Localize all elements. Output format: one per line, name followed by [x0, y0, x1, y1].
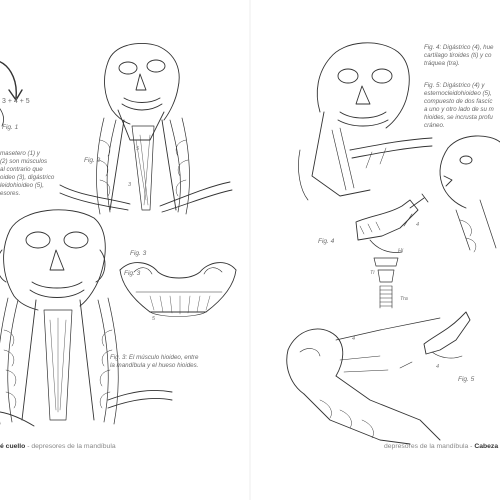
fig3-number: 5	[152, 316, 156, 322]
fig5-tilted-head-drawing	[287, 312, 470, 444]
left-footer	[0, 443, 116, 450]
right-footer-text: depresores de la mandíbula -	[384, 443, 475, 450]
right-caption-fig5: Fig. 5: Digástrico (4) y esternocleidohioideo (5), compuesto de dos fascíc a uno y otro lado de su m hioides, se incrusta profu cráneo.	[424, 82, 494, 129]
fig5-number-b: 4	[436, 364, 440, 370]
left-footer-text: - depresores de la mandíbula	[25, 443, 116, 450]
fig2-head-drawing	[60, 43, 232, 214]
left-caption-fig3: Fig. 3: El músculo hioideo, entre la mandíbula y el hueso hioides.	[110, 354, 199, 369]
fig5-profile-drawing	[440, 136, 500, 252]
right-caption-fig4: Fig. 4: Digástrico (4), hue cartílago tiroides (ti) y co tráquea (tra).	[424, 44, 494, 67]
fig4-label-tra: Tra	[400, 296, 408, 302]
fig4-label: Fig. 4	[318, 238, 335, 245]
rotation-arrow-icon	[0, 60, 22, 126]
right-footer-bold: Cabeza	[474, 443, 499, 450]
fig3-diagram-label: Fig. 3	[130, 250, 147, 257]
fig4-skull-drawing	[298, 43, 432, 200]
fig4-label-ti: Ti	[370, 270, 375, 276]
left-footer-bold: é cuello	[0, 443, 26, 450]
fig5-label: Fig. 5	[458, 376, 475, 383]
fig3-label: Fig. 3	[124, 270, 141, 277]
fig2-number-5: 5	[136, 146, 140, 152]
fig2-label: Fig. 2	[84, 157, 101, 164]
fig4-label-hi: Hi	[398, 248, 404, 254]
fig5-number-a: 4	[352, 336, 356, 342]
fig4-number-4: 4	[416, 222, 420, 228]
fig1-label: Fig. 1	[2, 124, 19, 131]
fig4-jaw-diagram	[356, 194, 428, 308]
fig2-number-3: 3	[128, 182, 132, 188]
right-footer	[384, 443, 498, 450]
equation-text: 3 + 4 + 5	[2, 98, 30, 105]
left-caption-top: masetero (1) y (2) son músculos al contrario que oideo (3), digástrico leidohioideo (5), esores.	[0, 150, 55, 197]
large-head-drawing	[0, 210, 172, 426]
